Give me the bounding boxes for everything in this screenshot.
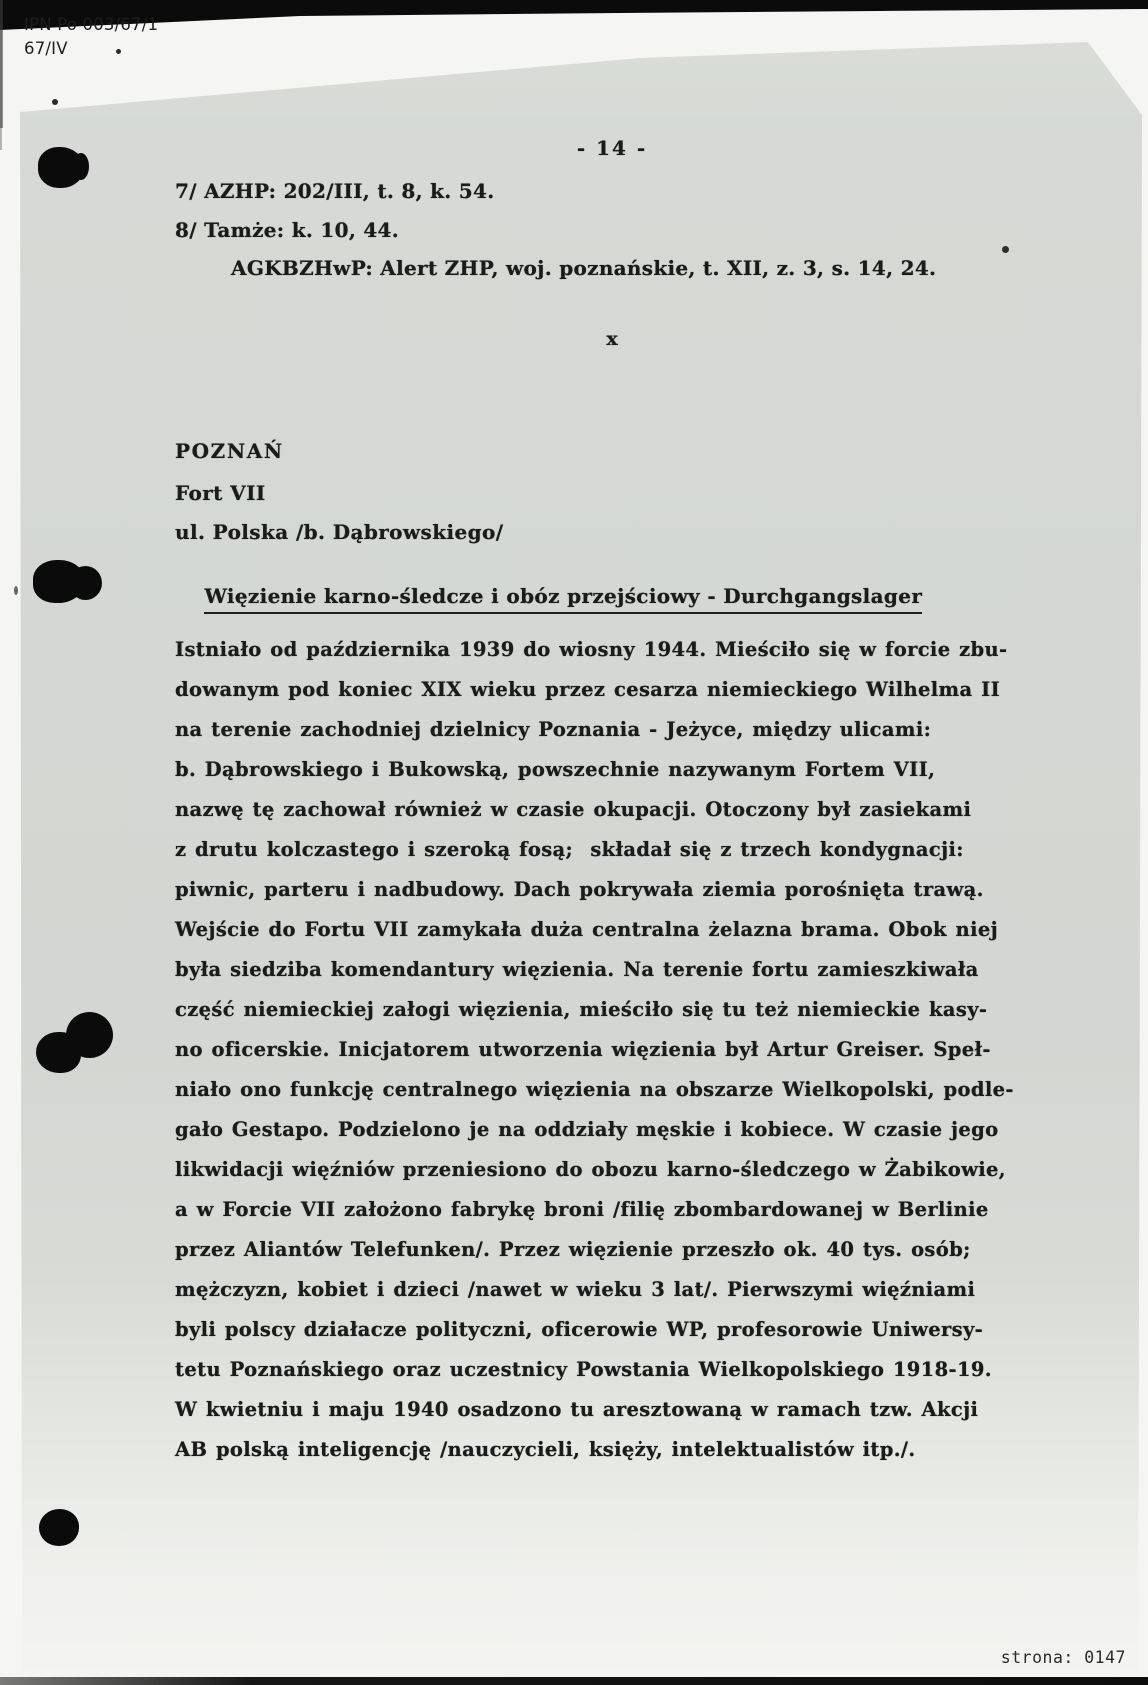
hole-punch-mark xyxy=(69,566,102,600)
body-line: likwidacji więźniów przeniesiono do obozu karno-śledczego w Żabikowie, xyxy=(175,1158,1006,1181)
hole-punch-mark xyxy=(36,1032,81,1073)
heading-city: POZNAŃ xyxy=(175,439,284,463)
scan-speck xyxy=(14,586,18,595)
scan-speck xyxy=(52,99,58,105)
body-line: część niemieckiej załogi więzienia, mieściło się tu też niemieckie kasy- xyxy=(175,998,988,1021)
archive-reference xyxy=(24,13,158,61)
body-line: a w Forcie VII założono fabrykę broni /filię zbombardowanej w Berlinie xyxy=(175,1198,989,1221)
scan-border-top xyxy=(0,0,1148,32)
body-line: b. Dąbrowskiego i Bukowską, powszechnie nazywanym Fortem VII, xyxy=(175,758,936,781)
body-line: AB polską inteligencję /nauczycieli, księży, intelektualistów itp./. xyxy=(175,1438,916,1461)
footnote-8: 8/ Tamże: k. 10, 44. xyxy=(175,218,400,242)
section-separator: x xyxy=(606,328,618,350)
footnote-7: 7/ AZHP: 202/III, t. 8, k. 54. xyxy=(175,179,495,203)
body-line: była siedziba komendantury więzienia. Na terenie fortu zamieszkiwała xyxy=(175,958,979,981)
archive-ref-line1: IPN Po 003/67/1 xyxy=(24,15,159,34)
archive-ref-line2: 67/IV xyxy=(24,39,68,58)
body-line: byli polscy działacze polityczni, oficerowie WP, profesorowie Uniwersy- xyxy=(175,1318,984,1341)
heading-address: ul. Polska /b. Dąbrowskiego/ xyxy=(175,520,504,544)
page-number: - 14 - xyxy=(576,136,648,160)
body-line: nazwę tę zachował również w czasie okupacji. Otoczony był zasiekami xyxy=(175,798,972,821)
page-scan-label: strona: 0147 xyxy=(1000,1648,1126,1667)
body-line: no oficerskie. Inicjatorem utworzenia więzienia był Artur Greiser. Speł- xyxy=(175,1038,991,1061)
body-line: piwnic, parteru i nadbudowy. Dach pokrywała ziemia porośnięta trawą. xyxy=(175,878,984,901)
body-line: Istniało od października 1939 do wiosny 1944. Mieściło się w forcie zbu- xyxy=(175,638,1008,661)
body-line: mężczyzn, kobiet i dzieci /nawet w wieku 3 lat/. Pierwszymi więźniami xyxy=(175,1278,976,1301)
body-line: niało ono funkcję centralnego więzienia na obszarze Wielkopolski, podle- xyxy=(175,1078,1014,1101)
heading-site: Fort VII xyxy=(175,481,266,505)
body-line: przez Aliantów Telefunken/. Przez więzienie przeszło ok. 40 tys. osób; xyxy=(175,1238,971,1261)
body-line: Wejście do Fortu VII zamykała duża centralna żelazna brama. Obok niej xyxy=(175,918,998,941)
body-line: tetu Poznańskiego oraz uczestnicy Powstania Wielkopolskiego 1918-19. xyxy=(175,1358,992,1381)
scan-border-bottom xyxy=(0,1677,1148,1685)
scan-edge-mark xyxy=(0,0,2,150)
body-line: W kwietniu i maju 1940 osadzono tu aresztowaną w ramach tzw. Akcji xyxy=(175,1398,979,1421)
heading-title xyxy=(175,560,922,638)
body-line: gało Gestapo. Podzielono je na oddziały męskie i kobiece. W czasie jego xyxy=(175,1118,999,1141)
heading-title-text: Więzienie karno-śledcze i obóz przejściowy - Durchgangslager xyxy=(204,584,922,614)
scan-speck xyxy=(1002,246,1009,253)
footnote-source: AGKBZHwP: Alert ZHP, woj. poznańskie, t. XII, z. 3, s. 14, 24. xyxy=(231,256,937,280)
body-line: dowanym pod koniec XIX wieku przez cesarza niemieckiego Wilhelma II xyxy=(175,678,1001,701)
body-line: na terenie zachodniej dzielnicy Poznania - Jeżyce, między ulicami: xyxy=(175,718,932,741)
hole-punch-mark xyxy=(39,1509,79,1546)
body-paragraph xyxy=(175,630,1040,1470)
body-line: z drutu kolczastego i szeroką fosą; składał się z trzech kondygnacji: xyxy=(175,838,964,861)
hole-punch-mark xyxy=(73,153,89,180)
